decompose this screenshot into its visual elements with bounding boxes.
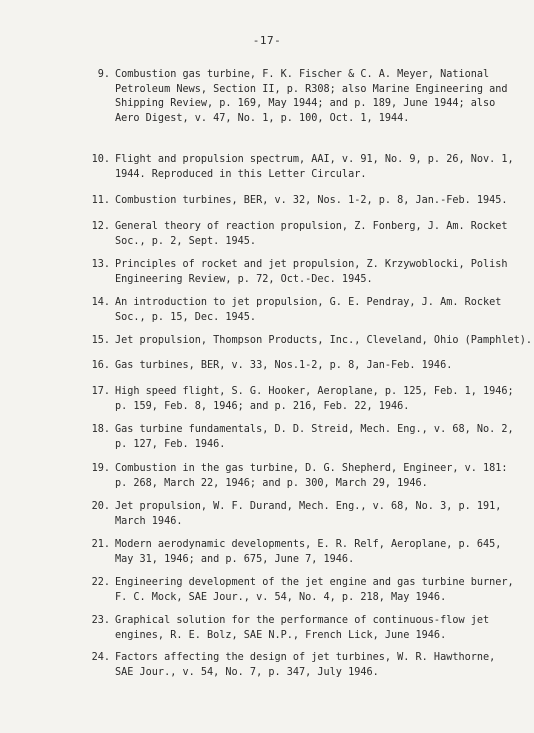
reference-line: Aero Digest, v. 47, No. 1, p. 100, Oct. 1, 1944.: [115, 112, 410, 124]
reference-line: March 1946.: [115, 515, 183, 527]
reference-line: Gas turbines, BER, v. 33, Nos.1-2, p. 8, Jan-Feb. 1946.: [115, 360, 453, 371]
reference-number: 22.: [91, 577, 110, 588]
reference-number: 11.: [91, 195, 110, 206]
reference-number: 15.: [91, 335, 110, 346]
reference-line: 1944. Reproduced in this Letter Circular.: [115, 168, 367, 180]
reference-number: 24.: [91, 652, 110, 663]
reference-line: Engineering Review, p. 72, Oct.-Dec. 1945.: [115, 273, 373, 285]
reference-line: Shipping Review, p. 169, May 1944; and p. 189, June 1944; also: [115, 98, 496, 110]
page-number: -17-: [252, 34, 282, 47]
reference-line: SAE Jour., v. 54, No. 7, p. 347, July 1946.: [115, 666, 379, 678]
reference-number: 18.: [91, 424, 110, 435]
reference-line: Soc., p. 15, Dec. 1945.: [115, 311, 257, 323]
reference-line: p. 127, Feb. 1946.: [115, 438, 226, 450]
reference-line: Combustion in the gas turbine, D. G. Shepherd, Engineer, v. 181:: [115, 463, 508, 474]
reference-number: 9.: [97, 69, 110, 80]
reference-line: Jet propulsion, Thompson Products, Inc., Cleveland, Ohio (Pamphlet).: [115, 335, 533, 346]
reference-line: Combustion gas turbine, F. K. Fischer & C. A. Meyer, National: [115, 69, 490, 80]
reference-line: p. 268, March 22, 1946; and p. 300, March 29, 1946.: [115, 477, 428, 489]
reference-number: 16.: [91, 360, 110, 371]
reference-line: engines, R. E. Bolz, SAE N.P., French Lick, June 1946.: [115, 629, 447, 641]
reference-line: Jet propulsion, W. F. Durand, Mech. Eng., v. 68, No. 3, p. 191,: [115, 501, 502, 512]
reference-number: 12.: [91, 221, 110, 232]
reference-number: 13.: [91, 259, 110, 270]
reference-line: An introduction to jet propulsion, G. E. Pendray, J. Am. Rocket: [115, 297, 502, 308]
reference-line: Graphical solution for the performance of continuous-flow jet: [115, 615, 490, 626]
reference-line: Engineering development of the jet engine and gas turbine burner,: [115, 577, 514, 588]
reference-number: 20.: [91, 501, 110, 512]
reference-line: Flight and propulsion spectrum, AAI, v. 91, No. 9, p. 26, Nov. 1,: [115, 154, 514, 165]
reference-line: Soc., p. 2, Sept. 1945.: [115, 235, 257, 247]
reference-line: May 31, 1946; and p. 675, June 7, 1946.: [115, 553, 355, 565]
reference-number: 14.: [91, 297, 110, 308]
reference-line: General theory of reaction propulsion, Z. Fonberg, J. Am. Rocket: [115, 221, 508, 232]
reference-number: 10.: [91, 154, 110, 165]
reference-line: Gas turbine fundamentals, D. D. Streid, Mech. Eng., v. 68, No. 2,: [115, 424, 514, 435]
reference-number: 23.: [91, 615, 110, 626]
reference-line: High speed flight, S. G. Hooker, Aeroplane, p. 125, Feb. 1, 1946;: [115, 386, 514, 397]
reference-number: 19.: [91, 463, 110, 474]
reference-number: 17.: [91, 386, 110, 397]
reference-line: Principles of rocket and jet propulsion, Z. Krzywoblocki, Polish: [115, 259, 508, 270]
reference-number: 21.: [91, 539, 110, 550]
reference-line: p. 159, Feb. 8, 1946; and p. 216, Feb. 22, 1946.: [115, 400, 410, 412]
reference-line: F. C. Mock, SAE Jour., v. 54, No. 4, p. 218, May 1946.: [115, 591, 447, 603]
reference-line: Modern aerodynamic developments, E. R. Relf, Aeroplane, p. 645,: [115, 539, 502, 550]
reference-line: Petroleum News, Section II, p. R308; also Marine Engineering and: [115, 83, 508, 95]
reference-line: Combustion turbines, BER, v. 32, Nos. 1-2, p. 8, Jan.-Feb. 1945.: [115, 195, 508, 206]
reference-line: Factors affecting the design of jet turbines, W. R. Hawthorne,: [115, 652, 496, 663]
